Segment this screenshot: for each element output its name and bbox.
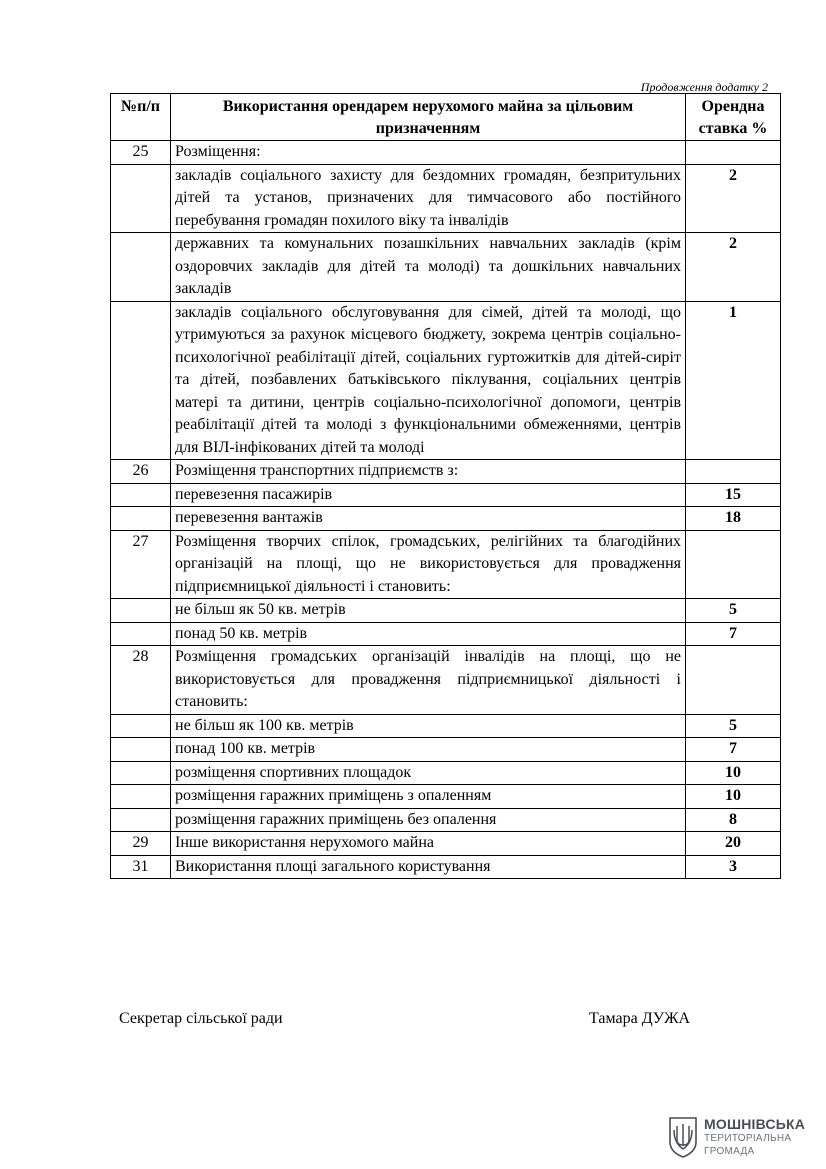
row-rate: 8	[686, 808, 781, 832]
row-description: розміщення гаражних приміщень без опалення	[171, 808, 686, 832]
table-row	[111, 599, 781, 623]
row-rate: 15	[686, 483, 781, 507]
row-rate: 20	[686, 832, 781, 856]
table-row	[111, 714, 781, 738]
row-description: розміщення спортивних площадок	[171, 761, 686, 785]
row-rate: 7	[686, 622, 781, 646]
row-rate: 2	[686, 164, 781, 233]
logo-line-3: ГРОМАДА	[704, 1146, 755, 1157]
row-description: понад 50 кв. метрів	[171, 622, 686, 646]
row-rate	[686, 460, 781, 484]
row-description: Розміщення транспортних підприємств з:	[171, 460, 686, 484]
row-description: понад 100 кв. метрів	[171, 738, 686, 762]
row-rate	[686, 646, 781, 715]
row-rate: 2	[686, 233, 781, 302]
table-row	[111, 483, 781, 507]
signature-position: Секретар сільської ради	[119, 1010, 283, 1027]
row-number	[111, 785, 171, 809]
table-row	[111, 808, 781, 832]
row-rate: 10	[686, 761, 781, 785]
row-description: закладів соціального обслуговування для сімей, дітей та молоді, що утримуються за рахунок місцевого бюджету, зокрема центрів соціально-психологічної реабілітації дітей, соціальних гуртожитків для дітей-сиріт та дітей, позбавлених батьківського піклування, соціальних центрів матері та дитини, центрів соціально-психологічної допомоги, центрів реабілітації дітей та молоді з функціональними обмеженнями, центрів для ВІЛ-інфікованих дітей та молоді	[171, 301, 686, 460]
table-row	[111, 141, 781, 165]
row-description: розміщення гаражних приміщень з опаленням	[171, 785, 686, 809]
row-rate	[686, 141, 781, 165]
row-rate: 10	[686, 785, 781, 809]
row-rate: 7	[686, 738, 781, 762]
row-rate: 3	[686, 855, 781, 879]
table-row	[111, 530, 781, 599]
row-description: не більш як 50 кв. метрів	[171, 599, 686, 623]
rent-rates-table	[110, 93, 781, 879]
row-rate: 5	[686, 714, 781, 738]
row-number: 27	[111, 530, 171, 599]
row-rate: 1	[686, 301, 781, 460]
row-description: перевезення вантажів	[171, 507, 686, 531]
table-row	[111, 646, 781, 715]
row-number	[111, 738, 171, 762]
row-rate	[686, 530, 781, 599]
row-number	[111, 622, 171, 646]
table-row	[111, 832, 781, 856]
row-number: 25	[111, 141, 171, 165]
row-number: 31	[111, 855, 171, 879]
row-number	[111, 483, 171, 507]
continuation-note: Продовження додатку 2	[640, 80, 768, 94]
trident-coat-of-arms-icon	[668, 1116, 698, 1158]
row-number: 28	[111, 646, 171, 715]
table-row	[111, 761, 781, 785]
table-row	[111, 507, 781, 531]
row-description: Інше використання нерухомого майна	[171, 832, 686, 856]
logo-line-2: ТЕРИТОРІАЛЬНА	[704, 1133, 792, 1144]
row-number	[111, 714, 171, 738]
row-number: 26	[111, 460, 171, 484]
row-number	[111, 808, 171, 832]
table-row	[111, 233, 781, 302]
row-number	[111, 761, 171, 785]
row-rate: 18	[686, 507, 781, 531]
header-rate: Орендна ставка %	[686, 94, 781, 141]
row-number	[111, 233, 171, 302]
row-description: державних та комунальних позашкільних навчальних закладів (крім оздоровчих закладів для дітей та молоді) та дошкільних навчальних закладів	[171, 233, 686, 302]
row-number	[111, 599, 171, 623]
table-header-row	[111, 94, 781, 141]
table-row	[111, 460, 781, 484]
table-row	[111, 785, 781, 809]
table-row	[111, 622, 781, 646]
row-description: перевезення пасажирів	[171, 483, 686, 507]
row-description: Розміщення громадських організацій інвалідів на площі, що не використовується для провадження підприємницької діяльності і становить:	[171, 646, 686, 715]
logo-line-1: МОШНІВСЬКА	[704, 1116, 806, 1132]
community-logo	[668, 1116, 806, 1160]
header-usage: Використання орендарем нерухомого майна за цільовим призначенням	[171, 94, 686, 141]
row-description: Розміщення:	[171, 141, 686, 165]
row-description: Розміщення творчих спілок, громадських, релігійних та благодійних організацій на площі, що не використовується для провадження підприємницької діяльності і становить:	[171, 530, 686, 599]
table-row	[111, 738, 781, 762]
row-description: закладів соціального захисту для бездомних громадян, безпритульних дітей та установ, призначених для тимчасового або постійного перебування громадян похилого віку та інвалідів	[171, 164, 686, 233]
row-number	[111, 507, 171, 531]
header-number: №п/п	[111, 94, 171, 141]
table-row	[111, 164, 781, 233]
row-description: не більш як 100 кв. метрів	[171, 714, 686, 738]
row-rate: 5	[686, 599, 781, 623]
row-number: 29	[111, 832, 171, 856]
row-number	[111, 301, 171, 460]
table-row	[111, 301, 781, 460]
row-number	[111, 164, 171, 233]
row-description: Використання площі загального користування	[171, 855, 686, 879]
table-row	[111, 855, 781, 879]
signature-name: Тамара ДУЖА	[589, 1010, 691, 1027]
